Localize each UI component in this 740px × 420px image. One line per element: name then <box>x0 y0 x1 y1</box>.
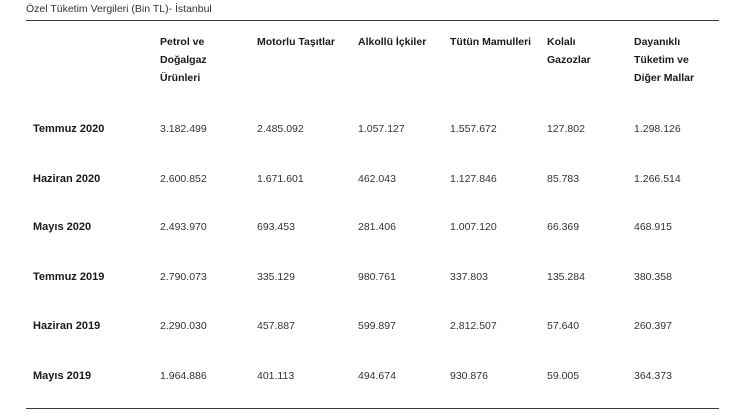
table-cell: 380.358 <box>634 271 672 283</box>
table-cell: 468.915 <box>634 221 672 233</box>
table-cell: 337.803 <box>450 271 488 283</box>
table-cell: 66.369 <box>547 221 580 233</box>
table-cell: 401.113 <box>257 370 295 382</box>
table-cell: 930.876 <box>450 370 488 382</box>
table-cell: 1.127.846 <box>450 173 497 185</box>
table-cell: 2.485.092 <box>257 123 304 135</box>
table-cell: 693.453 <box>257 221 295 233</box>
table-cell: 1.266.514 <box>634 173 681 185</box>
bottom-rule <box>26 408 719 409</box>
table-cell: 2.790.073 <box>160 271 207 283</box>
table-cell: 59.005 <box>547 370 580 382</box>
table-cell: 1.298.126 <box>634 123 681 135</box>
table-cell: 462.043 <box>358 173 396 185</box>
table-cell: 364.373 <box>634 370 672 382</box>
table-cell: 85.783 <box>547 173 580 185</box>
row-label: Mayıs 2019 <box>33 370 92 382</box>
table-cell: 2.812.507 <box>450 320 497 332</box>
table-cell: 2.600.852 <box>160 173 207 185</box>
table-cell: 335.129 <box>257 271 295 283</box>
column-header-dayanikli: Dayanıklı Tüketim ve Diğer Mallar <box>634 36 695 84</box>
table-cell: 1.007.120 <box>450 221 497 233</box>
table-cell: 3.182.499 <box>160 123 207 135</box>
column-header-petrol: Petrol ve Doğalgaz Ürünleri <box>160 36 207 84</box>
column-header-motorlu: Motorlu Taşıtlar <box>257 36 335 48</box>
table-cell: 260.397 <box>634 320 672 332</box>
column-header-kolali: Kolalı Gazozlar <box>547 36 591 66</box>
table-caption: Özel Tüketim Vergileri (Bin TL)- İstanbul <box>26 3 212 15</box>
row-label: Mayıs 2020 <box>33 221 92 233</box>
row-label: Temmuz 2019 <box>33 271 105 283</box>
table-cell: 281.406 <box>358 221 396 233</box>
table-cell: 127.802 <box>547 123 585 135</box>
table-cell: 1.671.601 <box>257 173 304 185</box>
row-label: Temmuz 2020 <box>33 123 105 135</box>
table-cell: 1.557.672 <box>450 123 497 135</box>
column-header-tutun: Tütün Mamulleri <box>450 36 532 48</box>
table-cell: 2.290.030 <box>160 320 207 332</box>
row-label: Haziran 2019 <box>33 320 101 332</box>
top-rule <box>26 20 719 21</box>
column-header-alkollu: Alkollü İçkiler <box>358 36 427 48</box>
row-label: Haziran 2020 <box>33 173 101 185</box>
table-cell: 1.964.886 <box>160 370 207 382</box>
table-cell: 494.674 <box>358 370 396 382</box>
table-cell: 135.284 <box>547 271 585 283</box>
table-cell: 980.761 <box>358 271 396 283</box>
table-cell: 1.057.127 <box>358 123 405 135</box>
table-cell: 457.887 <box>257 320 295 332</box>
table-cell: 599.897 <box>358 320 396 332</box>
table-cell: 2.493.970 <box>160 221 207 233</box>
table-cell: 57.640 <box>547 320 580 332</box>
